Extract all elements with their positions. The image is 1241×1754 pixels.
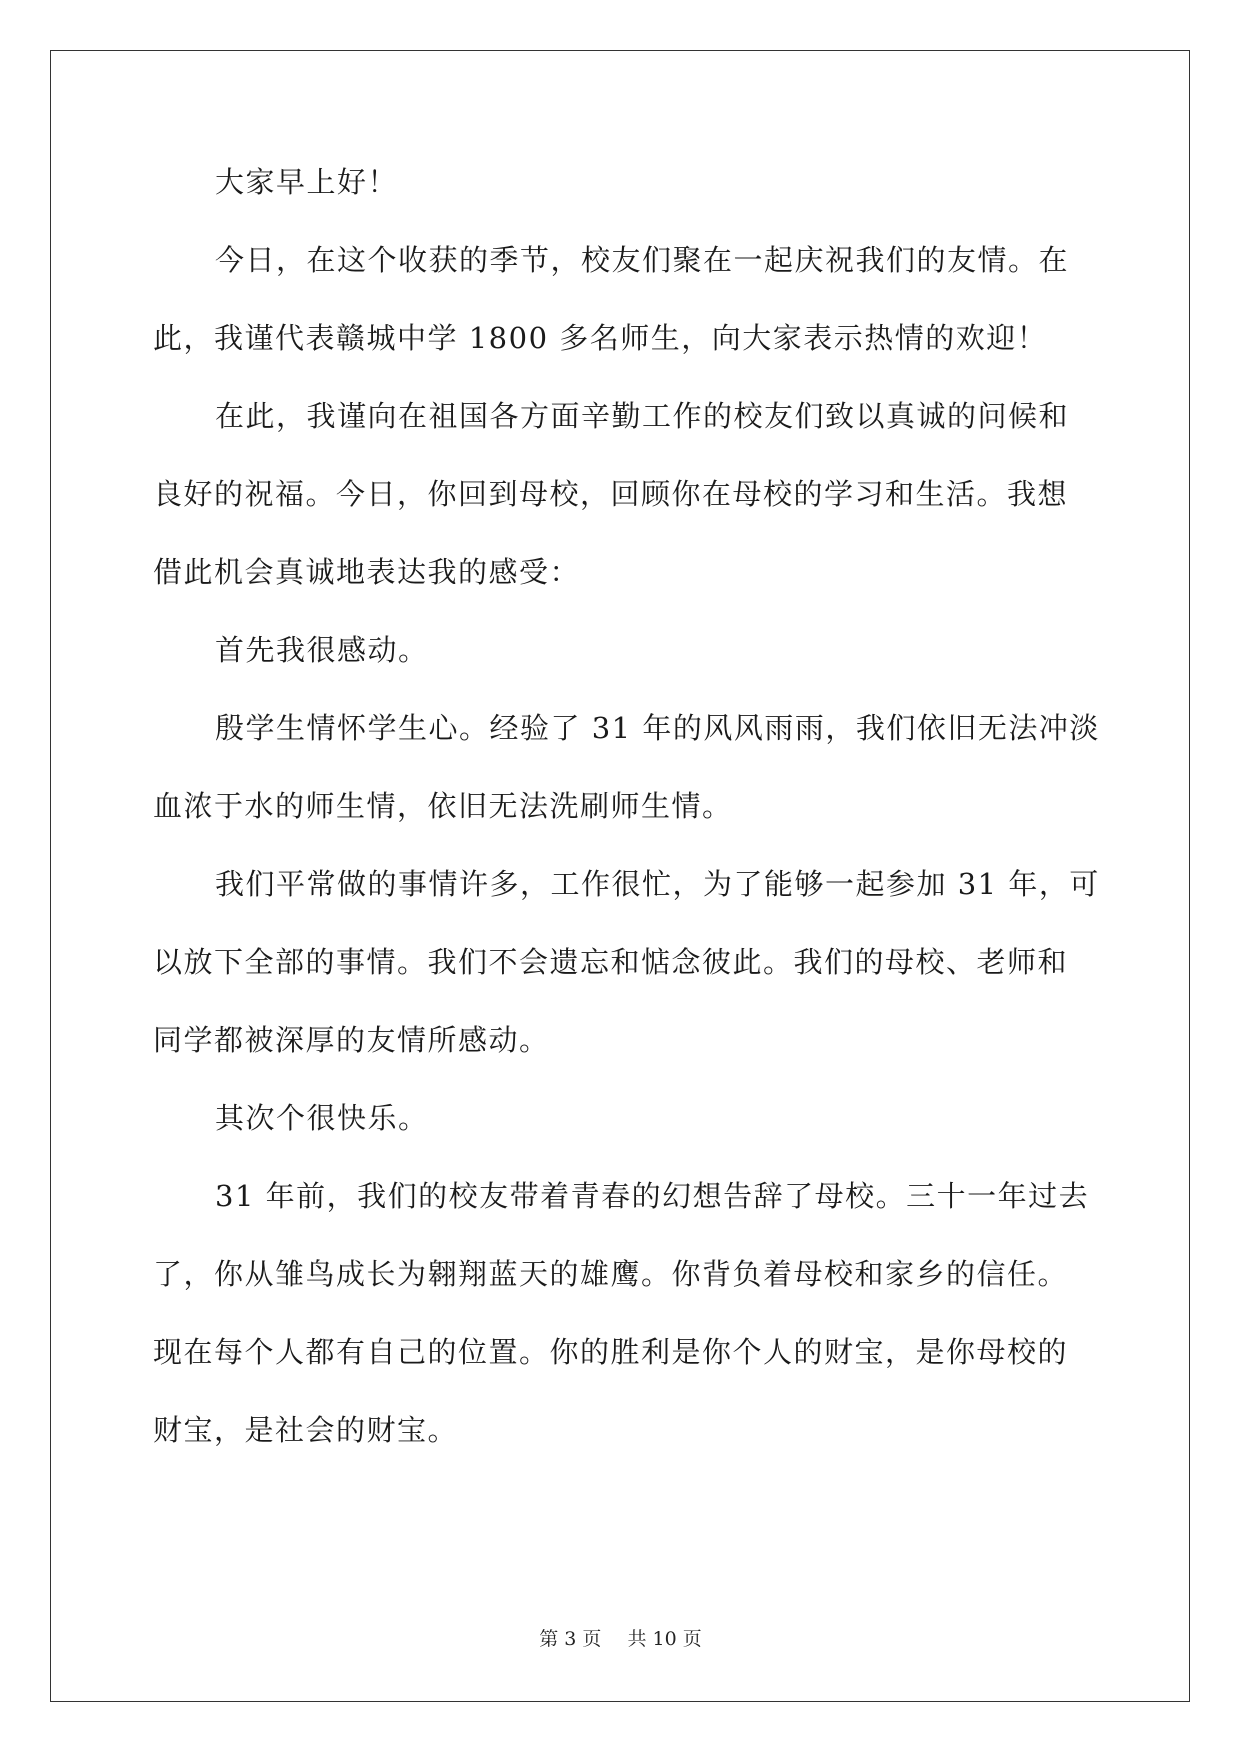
paragraph [153,862,1100,1096]
paragraph [153,1174,1088,1486]
text-line: 现在每个人都有自己的位置。你的胜利是你个人的财宝，是你母校的 [153,1335,1069,1369]
text-line: 31 年前，我们的校友带着青春的幻想告辞了母校。三十一年过去 [215,1179,1090,1213]
text-line: 同学都被深厚的友情所感动。 [153,1023,550,1057]
text-line: 首先我很感动。 [215,633,429,667]
text-line: 其次个很快乐。 [215,1101,429,1135]
text-line: 借此机会真诚地表达我的感受： [153,555,581,589]
paragraph [153,394,1088,628]
paragraph [153,160,1088,238]
text-line: 殷学生情怀学生心。经验了 31 年的风风雨雨，我们依旧无法冲淡 [215,711,1100,745]
text-line: 财宝，是社会的财宝。 [153,1413,459,1447]
paragraph [153,628,1088,706]
page-total: 共 10 页 [627,1628,702,1650]
text-line: 血浓于水的师生情，依旧无法洗刷师生情。 [153,789,733,823]
text-line: 在此，我谨向在祖国各方面辛勤工作的校友们致以真诚的问候和 [215,399,1070,433]
text-line: 了，你从雏鸟成长为翱翔蓝天的雄鹰。你背负着母校和家乡的信任。 [153,1257,1069,1291]
text-line: 良好的祝福。今日，你回到母校，回顾你在母校的学习和生活。我想 [153,477,1069,511]
paragraph [153,1096,1088,1174]
text-line: 我们平常做的事情许多，工作很忙，为了能够一起参加 31 年，可 [215,867,1100,901]
document-body [153,160,1100,1486]
text-line: 以放下全部的事情。我们不会遗忘和惦念彼此。我们的母校、老师和 [153,945,1069,979]
text-line: 今日，在这个收获的季节，校友们聚在一起庆祝我们的友情。在 [215,243,1070,277]
paragraph [153,706,1100,862]
paragraph [153,238,1088,394]
text-line: 大家早上好！ [215,165,399,199]
page-footer [0,1624,1241,1651]
text-line: 此，我谨代表赣城中学 1800 多名师生，向大家表示热情的欢迎！ [153,321,1048,355]
page-number: 第 3 页 [539,1628,602,1650]
